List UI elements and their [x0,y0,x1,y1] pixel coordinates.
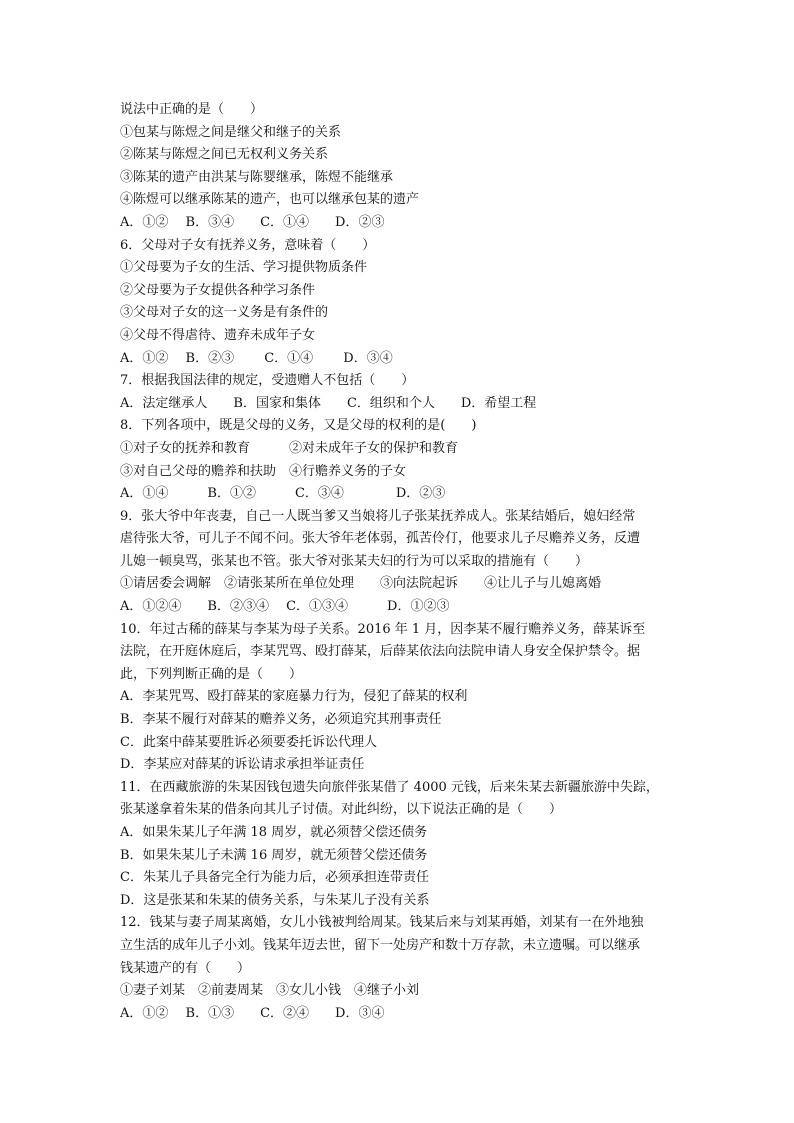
q8-statements-3-4: ③对自己父母的赡养和扶助 ④行赡养义务的子女 [120,463,407,479]
q10-option-c: C．此案中薛某要胜诉必须要委托诉讼代理人 [120,734,377,750]
q12-stem-line-1: 12．钱某与妻子周某离婚，女儿小钱被判给周某。钱某后来与刘某再婚，刘某有一在外地独 [120,915,644,931]
q11-stem-line-1: 11．在西藏旅游的朱某因钱包遗失向旅伴张某借了 4000 元钱，后来朱某去新疆旅游中失踪， [120,779,659,795]
q9-stem-line-2: 虐待张大爷，可儿子不闻不问。张大爷年老体弱，孤苦伶仃，他要求儿子尽赡养义务，反遭 [120,531,641,547]
q12-statements: ①妻子刘某 ②前妻周某 ③女儿小钱 ④继子小刘 [120,983,420,999]
q5-statement-3: ③陈某的遗产由洪某与陈婴继承，陈煜不能继承 [120,169,394,185]
q6-statement-4: ④父母不得虐待、遗弃未成年子女 [120,327,316,343]
q6-stem: 6．父母对子女有抚养义务，意味着（ ） [120,237,376,253]
q5-statement-1: ①包某与陈煜之间是继父和继子的关系 [120,124,342,140]
q9-options: A．①②④ B．②③④ C．①③④ D．①②③ [120,599,450,615]
q7-stem: 7．根据我国法律的规定，受遗赠人不包括（ ） [120,373,415,389]
q12-options: A．①② B．①③ C．②④ D．③④ [120,1005,385,1021]
q11-option-a: A．如果朱某儿子年满 18 周岁，就必须替父偿还债务 [120,825,428,840]
q10-option-a: A．李某咒骂、殴打薛某的家庭暴力行为，侵犯了薛某的权利 [120,689,468,705]
q5-stem-tail: 说法中正确的是（ ） [120,102,264,117]
q12-stem-line-2: 立生活的成年儿子小刘。钱某年迈去世，留下一处房产和数十万存款，未立遗嘱。可以继承 [120,937,641,953]
q5-options: A．①② B．③④ C．①④ D．②③ [120,214,385,230]
q11-option-b: B．如果朱某儿子未满 16 周岁，就无须替父偿还债务 [120,847,428,863]
q7-options: A．法定继承人 B．国家和集体 C．组织和个人 D．希望工程 [120,395,537,411]
q10-option-b: B．李某不履行对薛某的赡养义务，必须追究其刑事责任 [120,712,442,728]
q8-statements-1-2: ①对子女的抚养和教育 ②对未成年子女的保护和教育 [120,440,459,456]
q10-stem-line-2: 法院，在开庭休庭后，李某咒骂、殴打薛某，后薛某依法向法院申请人身安全保护禁令。据 [120,644,641,660]
q10-stem-line-1: 10．年过古稀的薛某与李某为母子关系。2016 年 1 月，因李某不履行赡养义务，薛某诉至 [120,621,646,637]
q8-stem: 8．下列各项中，既是父母的义务，又是父母的权利的是( ) [120,418,477,434]
document-page [120,99,680,1025]
q5-statement-4: ④陈煜可以继承陈某的遗产，也可以继承包某的遗产 [120,192,420,208]
q9-stem-line-3: 儿媳一顿臭骂，张某也不管。张大爷对张某夫妇的行为可以采取的措施有（ ） [120,553,589,569]
q9-statements: ①请居委会调解 ②请张某所在单位处理 ③向法院起诉 ④让儿子与儿媳离婚 [120,576,602,592]
q9-stem-line-1: 9．张大爷中年丧妻，自己一人既当爹又当娘将儿子张某抚养成人。张某结婚后，媳妇经常 [120,508,636,524]
q6-statement-1: ①父母要为子女的生活、学习提供物质条件 [120,260,368,276]
q10-option-d: D．李某应对薛某的诉讼请求承担举证责任 [120,757,365,773]
q11-option-c: C．朱某儿子具备完全行为能力后，必须承担连带责任 [120,870,429,886]
q6-statement-3: ③父母对子女的这一义务是有条件的 [120,305,329,321]
q6-statement-2: ②父母要为子女提供各种学习条件 [120,282,316,298]
q10-stem-line-3: 此，下列判断正确的是（ ） [120,666,303,682]
q11-stem-line-2: 张某遂拿着朱某的借条向其儿子讨债。对此纠纷，以下说法正确的是（ ） [120,802,563,818]
q12-stem-line-3: 钱某遗产的有（ ） [120,960,251,976]
q8-options: A．①④ B．①② C．③④ D．②③ [120,486,446,502]
q11-option-d: D．这是张某和朱某的债务关系，与朱某儿子没有关系 [120,892,430,908]
q6-options: A．①② B．②③ C．①④ D．③④ [120,350,393,366]
q5-statement-2: ②陈某与陈煜之间已无权利义务关系 [120,147,329,163]
